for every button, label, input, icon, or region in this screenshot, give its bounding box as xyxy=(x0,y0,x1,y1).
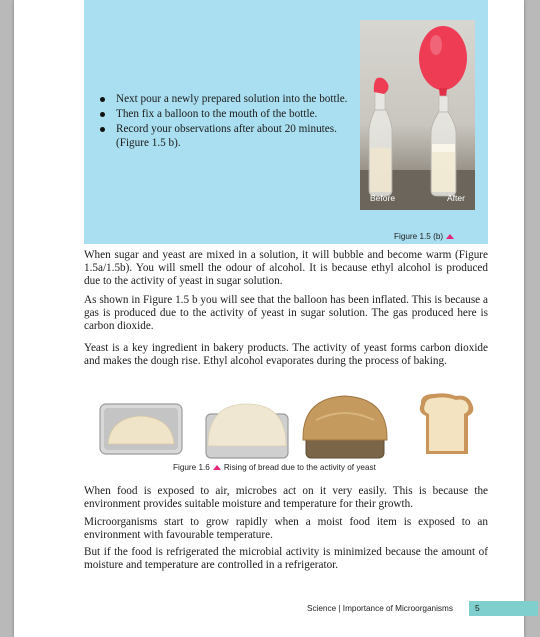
bread-slice xyxy=(420,393,474,454)
paragraph: Microorganisms start to grow rapidly when a moist food item is exposed to an environment with favourable temperature. xyxy=(84,516,488,542)
paragraph: When food is exposed to air, microbes act on it very easily. This is because the environment provides suitable moisture and temperature for their growth. xyxy=(84,485,488,511)
activity-step: Then fix a balloon to the mouth of the bottle. xyxy=(98,107,360,122)
figure-caption-text: Rising of bread due to the activity of yeast xyxy=(223,463,376,472)
baked-loaf xyxy=(303,396,387,458)
figure-caption-1-6 xyxy=(173,463,376,472)
paragraph: When sugar and yeast are mixed in a solution, it will bubble and become warm (Figure 1.5a/1.5b). You will smell the odour of alcohol. It is because ethyl alcohol is produced due to the activity of yeast in sugar solution. xyxy=(84,249,488,288)
bread-stages-illustration xyxy=(84,392,488,464)
textbook-page xyxy=(14,0,524,637)
paragraph: But if the food is refrigerated the microbial activity is minimized because the amount of moisture and temperature are controlled in a refrigerator. xyxy=(84,546,488,572)
activity-step: Next pour a newly prepared solution into the bottle. xyxy=(98,92,360,107)
caption-marker-icon xyxy=(446,234,454,239)
figure-caption-1-5b xyxy=(394,232,457,241)
bottle-illustration xyxy=(360,20,475,210)
before-label: Before xyxy=(370,193,396,203)
deflated-balloon xyxy=(374,78,389,94)
bottle-before xyxy=(369,78,392,196)
footer-running-title: Science | Importance of Microorganisms xyxy=(307,604,453,613)
paragraph: Yeast is a key ingredient in bakery products. The activity of yeast forms carbon dioxide and makes the dough rise. Ethyl alcohol evaporates during the process of baking. xyxy=(84,342,488,368)
inflated-balloon xyxy=(419,26,467,90)
page-number: 5 xyxy=(475,603,480,613)
activity-step: Record your observations after about 20 minutes. (Figure 1.5 b). xyxy=(98,122,360,152)
dough-in-tin xyxy=(100,404,182,454)
caption-marker-icon xyxy=(213,465,221,470)
figure-label: Figure 1.6 xyxy=(173,463,210,472)
figure-caption-text: Figure 1.5 (b) xyxy=(394,232,444,241)
activity-box xyxy=(84,0,488,244)
risen-dough xyxy=(206,404,288,458)
activity-steps xyxy=(98,92,360,151)
bread-rising-figure xyxy=(84,392,488,464)
after-label: After xyxy=(447,193,465,203)
paragraph: As shown in Figure 1.5 b you will see that the balloon has been inflated. This is because a gas is produced due to the activity of yeast in sugar solution. The gas produced here is carbon dioxide. xyxy=(84,294,488,333)
yeast-balloon-photo xyxy=(360,20,475,210)
